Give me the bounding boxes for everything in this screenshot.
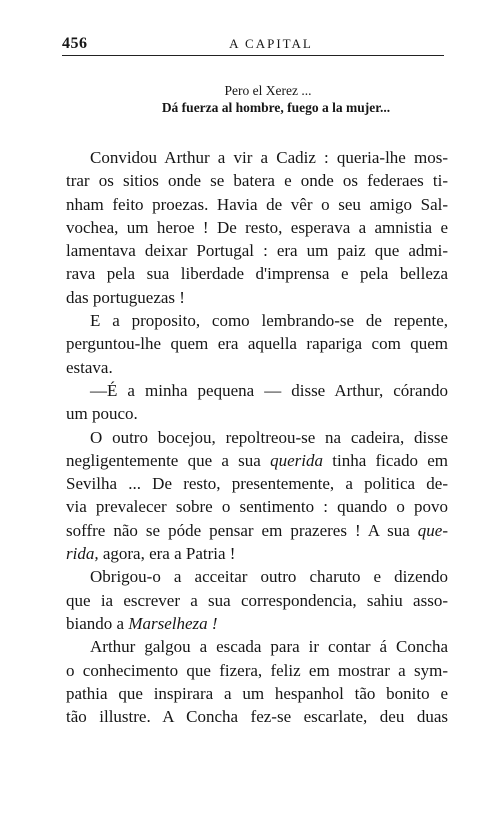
text-line: biando a Marselheza !	[66, 613, 218, 633]
text-line: rida, agora, era a Patria !	[66, 544, 236, 564]
text-line: o conhecimento que fizera, feliz em mostrar a sym-	[66, 660, 448, 680]
text-line: um pouco.	[66, 404, 138, 424]
epigraph	[62, 82, 444, 116]
italic-text: querida	[270, 450, 323, 470]
text-line: nham feito proezas. Havia de vêr o seu amigo Sal-	[66, 194, 448, 214]
text-line: lamentava deixar Portugal : era um paiz que admi-	[66, 241, 448, 261]
text-line: rava pela sua liberdade d'imprensa e pela belleza	[66, 264, 448, 284]
text-line: Sevilha ... De resto, presentemente, a politica de-	[66, 474, 448, 494]
body-text	[66, 146, 448, 728]
text-line: que ia escrever a sua correspondencia, sahiu asso-	[66, 590, 448, 610]
text-line: Obrigou-o a acceitar outro charuto e dizendo	[90, 567, 448, 587]
epigraph-line: Pero el Xerez ...	[224, 83, 312, 98]
page-number: 456	[62, 35, 88, 52]
italic-text: rida,	[66, 544, 99, 564]
text-line: Convidou Arthur a vir a Cadiz : queria-lhe mos-	[90, 148, 448, 167]
text-line: vochea, um heroe ! De resto, esperava a amnistia e	[66, 217, 448, 237]
text-line: soffre não se póde pensar em prazeres ! A sua que-	[66, 520, 448, 540]
text-line: estava.	[66, 357, 113, 377]
text-line: —É a minha pequena — disse Arthur, córando	[90, 380, 448, 400]
text-line: trar os sitios onde se batera e onde os federaes ti-	[66, 171, 448, 191]
text-line: E a proposito, como lembrando-se de repente,	[90, 311, 448, 331]
text-line: via prevalecer sobre o sentimento : quando o povo	[66, 497, 448, 517]
text-line: das portuguezas !	[66, 287, 185, 307]
italic-text: Marselheza !	[128, 613, 218, 633]
text-line: Arthur galgou a escada para ir contar á Concha	[90, 637, 448, 657]
text-line: tão illustre. A Concha fez-se escarlate, deu duas	[66, 707, 448, 727]
page-header	[62, 35, 444, 56]
italic-text: que-	[417, 520, 448, 540]
running-title: A CAPITAL	[229, 36, 313, 51]
text-line: O outro bocejou, repoltreou-se na cadeira, disse	[90, 427, 448, 447]
epigraph-line: Dá fuerza al hombre, fuego a la mujer...	[161, 100, 391, 115]
text-line: pathia que inspirara a um hespanhol tão bonito e	[66, 683, 448, 703]
text-line: negligentemente que a sua querida tinha ficado em	[66, 450, 448, 470]
text-line: perguntou-lhe quem era aquella rapariga com quem	[66, 334, 448, 354]
